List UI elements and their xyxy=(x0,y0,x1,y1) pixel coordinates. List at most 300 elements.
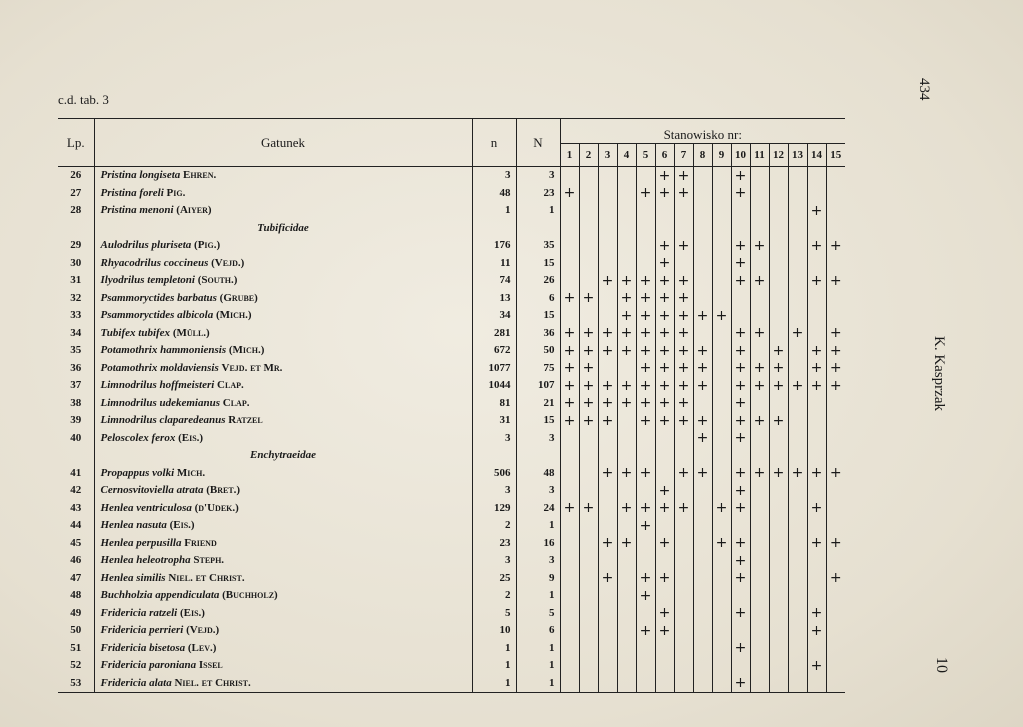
presence-mark: + xyxy=(636,290,655,308)
station-cell xyxy=(598,675,617,693)
station-cell xyxy=(579,185,598,203)
presence-mark: + xyxy=(636,517,655,535)
presence-mark: + xyxy=(598,412,617,430)
station-cell xyxy=(617,517,636,535)
presence-mark: + xyxy=(617,342,636,360)
species-row xyxy=(58,290,845,308)
station-cell xyxy=(655,640,674,658)
station-cell xyxy=(750,640,769,658)
presence-mark: + xyxy=(807,535,826,553)
species-name: Henlea similis xyxy=(100,571,166,584)
station-cell xyxy=(807,167,826,185)
species-cell xyxy=(94,395,472,413)
species-cell xyxy=(94,657,472,675)
presence-mark: + xyxy=(731,360,750,378)
presence-mark: + xyxy=(617,272,636,290)
presence-mark: + xyxy=(560,412,579,430)
station-cell xyxy=(826,482,845,500)
presence-mark: + xyxy=(693,307,712,325)
N-cell: 21 xyxy=(516,395,560,413)
species-table xyxy=(58,118,845,693)
station-cell xyxy=(560,167,579,185)
presence-mark: + xyxy=(788,325,807,343)
presence-mark: + xyxy=(769,377,788,395)
station-cell xyxy=(617,202,636,220)
station-cell xyxy=(598,605,617,623)
presence-mark: + xyxy=(636,272,655,290)
station-cell xyxy=(712,657,731,675)
header-station-15: 15 xyxy=(826,144,845,167)
station-cell xyxy=(712,185,731,203)
presence-mark: + xyxy=(731,500,750,518)
species-row xyxy=(58,552,845,570)
presence-mark: + xyxy=(636,342,655,360)
empty-cell xyxy=(826,220,845,238)
presence-mark: + xyxy=(655,482,674,500)
species-cell xyxy=(94,377,472,395)
N-cell: 15 xyxy=(516,307,560,325)
species-row xyxy=(58,272,845,290)
station-cell xyxy=(769,185,788,203)
station-cell xyxy=(769,675,788,693)
header-station-5: 5 xyxy=(636,144,655,167)
species-author: Pig. xyxy=(166,186,186,199)
presence-mark: + xyxy=(807,342,826,360)
station-cell xyxy=(655,430,674,448)
species-row xyxy=(58,167,845,185)
presence-mark: + xyxy=(617,290,636,308)
N-cell: 107 xyxy=(516,377,560,395)
presence-mark: + xyxy=(674,360,693,378)
N-cell: 3 xyxy=(516,552,560,570)
n-cell: 1077 xyxy=(472,360,516,378)
station-cell xyxy=(826,657,845,675)
lp-cell: 48 xyxy=(58,587,94,605)
station-cell xyxy=(636,430,655,448)
lp-cell: 37 xyxy=(58,377,94,395)
lp-cell: 38 xyxy=(58,395,94,413)
presence-mark: + xyxy=(731,552,750,570)
species-name: Propappus volki xyxy=(100,466,175,479)
station-cell xyxy=(674,675,693,693)
station-cell xyxy=(788,202,807,220)
station-cell xyxy=(674,657,693,675)
presence-mark: + xyxy=(674,342,693,360)
station-cell xyxy=(560,640,579,658)
station-cell xyxy=(598,640,617,658)
species-cell xyxy=(94,307,472,325)
station-cell xyxy=(693,605,712,623)
station-cell xyxy=(731,307,750,325)
species-name: Buchholzia appendiculata xyxy=(100,589,220,602)
station-cell xyxy=(769,202,788,220)
empty-cell xyxy=(560,220,579,238)
lp-cell: 50 xyxy=(58,622,94,640)
station-cell xyxy=(693,202,712,220)
station-cell xyxy=(731,622,750,640)
presence-mark: + xyxy=(598,535,617,553)
n-cell: 31 xyxy=(472,412,516,430)
station-cell xyxy=(750,500,769,518)
presence-mark: + xyxy=(788,465,807,483)
presence-mark: + xyxy=(731,430,750,448)
species-name: Fridericia ratzeli xyxy=(100,606,178,619)
station-cell xyxy=(807,395,826,413)
lp-cell: 47 xyxy=(58,570,94,588)
lp-cell: 51 xyxy=(58,640,94,658)
station-cell xyxy=(769,430,788,448)
presence-mark: + xyxy=(579,395,598,413)
species-row xyxy=(58,675,845,693)
presence-mark: + xyxy=(807,500,826,518)
lp-cell: 43 xyxy=(58,500,94,518)
station-cell xyxy=(750,167,769,185)
species-cell xyxy=(94,500,472,518)
station-cell xyxy=(807,587,826,605)
station-cell xyxy=(655,587,674,605)
species-cell xyxy=(94,482,472,500)
station-cell xyxy=(560,465,579,483)
station-cell xyxy=(579,605,598,623)
station-cell xyxy=(693,657,712,675)
station-cell xyxy=(788,360,807,378)
station-cell xyxy=(598,552,617,570)
presence-mark: + xyxy=(807,377,826,395)
presence-mark: + xyxy=(712,307,731,325)
station-cell xyxy=(598,657,617,675)
station-cell xyxy=(693,675,712,693)
N-cell: 1 xyxy=(516,640,560,658)
station-cell xyxy=(636,675,655,693)
empty-cell xyxy=(693,220,712,238)
presence-mark: + xyxy=(655,325,674,343)
presence-mark: + xyxy=(693,465,712,483)
species-cell xyxy=(94,412,472,430)
N-cell: 75 xyxy=(516,360,560,378)
N-cell: 35 xyxy=(516,237,560,255)
species-name: Limnodrilus udekemianus xyxy=(100,396,221,409)
family-row xyxy=(58,447,845,465)
species-row xyxy=(58,465,845,483)
station-cell xyxy=(617,237,636,255)
species-name: Potamothrix hammoniensis xyxy=(100,344,227,357)
station-cell xyxy=(807,675,826,693)
empty-cell xyxy=(617,220,636,238)
presence-mark: + xyxy=(750,465,769,483)
presence-mark: + xyxy=(674,465,693,483)
station-cell xyxy=(674,640,693,658)
species-row xyxy=(58,342,845,360)
presence-mark: + xyxy=(829,325,842,342)
empty-cell xyxy=(472,220,516,238)
station-cell xyxy=(731,202,750,220)
station-cell xyxy=(579,570,598,588)
N-cell: 3 xyxy=(516,482,560,500)
presence-mark: + xyxy=(617,307,636,325)
station-cell xyxy=(693,640,712,658)
species-row xyxy=(58,325,845,343)
station-cell xyxy=(579,307,598,325)
N-cell: 16 xyxy=(516,535,560,553)
presence-mark: + xyxy=(655,360,674,378)
empty-cell xyxy=(674,447,693,465)
species-author: Niel. et Christ. xyxy=(174,676,251,689)
presence-mark: + xyxy=(655,535,674,553)
presence-mark: + xyxy=(560,377,579,395)
species-cell xyxy=(94,430,472,448)
station-cell xyxy=(712,640,731,658)
station-cell xyxy=(617,360,636,378)
species-name: Psammoryctides albicola xyxy=(100,309,214,322)
station-cell xyxy=(712,552,731,570)
species-name: Ilyodrilus templetoni xyxy=(100,274,195,287)
presence-mark: + xyxy=(750,272,769,290)
lp-cell: 35 xyxy=(58,342,94,360)
presence-mark: + xyxy=(731,570,750,588)
species-row xyxy=(58,535,845,553)
station-cell xyxy=(579,657,598,675)
species-name: Henlea nasuta xyxy=(100,519,167,532)
species-row xyxy=(58,430,845,448)
lp-cell: 44 xyxy=(58,517,94,535)
station-cell xyxy=(617,640,636,658)
presence-mark: + xyxy=(655,290,674,308)
empty-cell xyxy=(769,447,788,465)
presence-mark: + xyxy=(750,360,769,378)
station-cell xyxy=(788,535,807,553)
station-cell xyxy=(788,675,807,693)
N-cell: 26 xyxy=(516,272,560,290)
station-cell xyxy=(674,552,693,570)
station-cell xyxy=(731,657,750,675)
header-station-12: 12 xyxy=(769,144,788,167)
header-station-10: 10 xyxy=(731,144,750,167)
station-cell xyxy=(579,640,598,658)
n-cell: 74 xyxy=(472,272,516,290)
station-cell xyxy=(750,552,769,570)
presence-mark: + xyxy=(807,622,826,640)
station-cell xyxy=(598,255,617,273)
station-cell xyxy=(788,430,807,448)
header-station-8: 8 xyxy=(693,144,712,167)
species-name: Fridericia perrieri xyxy=(100,624,184,637)
station-cell xyxy=(579,622,598,640)
lp-cell: 31 xyxy=(58,272,94,290)
station-cell xyxy=(636,605,655,623)
presence-mark: + xyxy=(750,325,769,343)
species-row xyxy=(58,255,845,273)
n-cell: 2 xyxy=(472,517,516,535)
species-cell xyxy=(94,570,472,588)
station-cell xyxy=(750,657,769,675)
empty-cell xyxy=(712,447,731,465)
lp-cell xyxy=(58,220,94,238)
station-cell xyxy=(598,202,617,220)
station-cell xyxy=(750,675,769,693)
presence-mark: + xyxy=(617,500,636,518)
presence-mark: + xyxy=(579,412,598,430)
station-cell xyxy=(617,675,636,693)
station-cell xyxy=(674,517,693,535)
n-cell: 1 xyxy=(472,640,516,658)
empty-cell xyxy=(636,220,655,238)
station-cell xyxy=(750,587,769,605)
empty-cell xyxy=(579,220,598,238)
presence-mark: + xyxy=(655,272,674,290)
lp-cell: 45 xyxy=(58,535,94,553)
station-cell xyxy=(769,640,788,658)
station-cell xyxy=(750,430,769,448)
station-cell xyxy=(617,167,636,185)
running-head-author: K. Kasprzak xyxy=(931,336,947,411)
n-cell: 3 xyxy=(472,482,516,500)
presence-mark: + xyxy=(731,395,750,413)
station-cell xyxy=(769,237,788,255)
station-cell xyxy=(560,202,579,220)
species-row xyxy=(58,377,845,395)
station-cell xyxy=(712,517,731,535)
species-author: (Vejd.) xyxy=(186,624,220,637)
station-cell xyxy=(826,290,845,308)
lp-cell: 46 xyxy=(58,552,94,570)
empty-cell xyxy=(807,447,826,465)
station-cell xyxy=(560,675,579,693)
header-station-11: 11 xyxy=(750,144,769,167)
station-cell xyxy=(598,587,617,605)
station-cell xyxy=(712,395,731,413)
station-cell xyxy=(636,535,655,553)
station-cell xyxy=(807,570,826,588)
species-row xyxy=(58,307,845,325)
n-cell: 506 xyxy=(472,465,516,483)
station-cell xyxy=(579,675,598,693)
empty-cell xyxy=(750,447,769,465)
presence-mark: + xyxy=(731,255,750,273)
station-cell xyxy=(826,517,845,535)
station-cell xyxy=(769,482,788,500)
empty-cell xyxy=(788,447,807,465)
empty-cell xyxy=(693,447,712,465)
station-cell xyxy=(598,167,617,185)
station-cell xyxy=(617,570,636,588)
station-cell xyxy=(788,307,807,325)
station-cell xyxy=(788,395,807,413)
N-cell: 1 xyxy=(516,202,560,220)
presence-mark: + xyxy=(731,640,750,658)
empty-cell xyxy=(769,220,788,238)
station-cell xyxy=(769,517,788,535)
presence-mark: + xyxy=(655,377,674,395)
station-cell xyxy=(712,255,731,273)
lp-cell: 26 xyxy=(58,167,94,185)
station-cell xyxy=(769,622,788,640)
species-author: Steph. xyxy=(193,554,225,567)
presence-mark: + xyxy=(731,185,750,203)
station-cell xyxy=(750,622,769,640)
presence-mark: + xyxy=(674,167,693,185)
species-row xyxy=(58,570,845,588)
species-name: Pristina menoni xyxy=(100,204,174,217)
presence-mark: + xyxy=(807,202,826,220)
station-cell xyxy=(712,587,731,605)
presence-mark: + xyxy=(769,412,788,430)
presence-mark: + xyxy=(655,500,674,518)
station-cell xyxy=(826,552,845,570)
station-cell xyxy=(788,640,807,658)
station-cell xyxy=(579,167,598,185)
species-cell xyxy=(94,465,472,483)
station-cell xyxy=(693,237,712,255)
lp-cell: 34 xyxy=(58,325,94,343)
station-cell xyxy=(826,640,845,658)
presence-mark: + xyxy=(807,465,826,483)
n-cell: 13 xyxy=(472,290,516,308)
N-cell: 5 xyxy=(516,605,560,623)
station-cell xyxy=(579,465,598,483)
presence-mark: + xyxy=(636,395,655,413)
station-cell xyxy=(693,622,712,640)
station-cell xyxy=(617,587,636,605)
presence-mark: + xyxy=(731,605,750,623)
presence-mark: + xyxy=(731,377,750,395)
presence-mark: + xyxy=(636,185,655,203)
lp-cell: 40 xyxy=(58,430,94,448)
station-cell xyxy=(693,500,712,518)
station-cell xyxy=(560,657,579,675)
species-cell xyxy=(94,535,472,553)
n-cell: 281 xyxy=(472,325,516,343)
station-cell xyxy=(655,465,674,483)
presence-mark: + xyxy=(655,622,674,640)
presence-mark: + xyxy=(693,430,712,448)
presence-mark: + xyxy=(636,307,655,325)
species-row xyxy=(58,482,845,500)
station-cell xyxy=(788,167,807,185)
station-cell xyxy=(731,517,750,535)
presence-mark: + xyxy=(807,272,826,290)
species-cell xyxy=(94,202,472,220)
lp-cell xyxy=(58,447,94,465)
species-row xyxy=(58,395,845,413)
n-cell: 48 xyxy=(472,185,516,203)
lp-cell: 49 xyxy=(58,605,94,623)
station-cell xyxy=(636,552,655,570)
species-row xyxy=(58,412,845,430)
station-cell xyxy=(788,587,807,605)
n-cell: 1 xyxy=(472,202,516,220)
station-cell xyxy=(674,482,693,500)
species-author: (Mich.) xyxy=(215,309,252,322)
species-author: (Lev.) xyxy=(187,641,217,654)
presence-mark: + xyxy=(617,535,636,553)
station-cell xyxy=(807,290,826,308)
header-station-14: 14 xyxy=(807,144,826,167)
species-author: Clap. xyxy=(217,379,244,392)
station-cell xyxy=(788,517,807,535)
station-cell xyxy=(712,605,731,623)
empty-cell xyxy=(788,220,807,238)
species-name: Aulodrilus pluriseta xyxy=(100,239,192,252)
presence-mark: + xyxy=(693,377,712,395)
station-cell xyxy=(560,307,579,325)
station-cell xyxy=(674,430,693,448)
species-cell xyxy=(94,640,472,658)
station-cell xyxy=(560,430,579,448)
presence-mark: + xyxy=(829,570,842,587)
station-cell xyxy=(788,500,807,518)
empty-cell xyxy=(617,447,636,465)
station-cell xyxy=(617,412,636,430)
